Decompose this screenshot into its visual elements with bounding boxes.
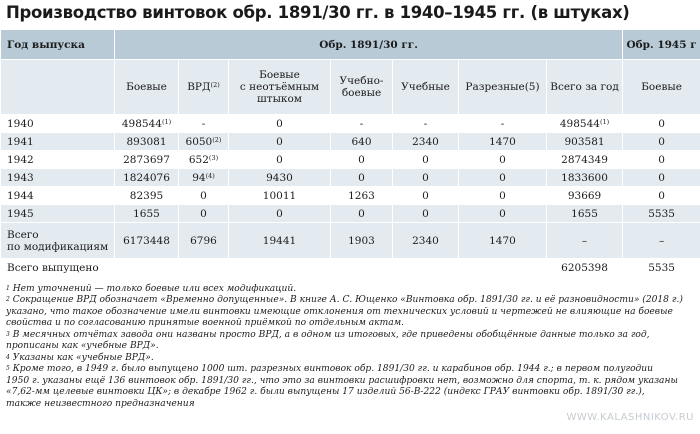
col-total-year: Всего за год	[547, 60, 623, 115]
cell-cutaway: 0	[459, 187, 547, 205]
footnote-line: указано, что такое обозначение имели винтовки имеющие отклонения от технических условий и чертежей не влияющие на боевые	[6, 306, 673, 317]
table-row	[1, 115, 700, 133]
cell-fixed: 19441	[229, 223, 331, 259]
footnotes	[6, 284, 696, 410]
table-row-by-modification	[1, 223, 700, 259]
cell-training-combat: 1263	[331, 187, 393, 205]
cell-fixed: 0	[229, 151, 331, 169]
watermark: WWW.KALASHNIKOV.RU	[566, 412, 694, 423]
col-training-combat: Учебно- боевые	[331, 60, 393, 115]
cell-training-combat: 0	[331, 151, 393, 169]
cell-training-combat: 640	[331, 133, 393, 151]
col-combat: Боевые	[115, 60, 179, 115]
col-training: Учебные	[393, 60, 459, 115]
cell-combat: 1824076	[115, 169, 179, 187]
row-label: Всего выпущено	[1, 259, 547, 277]
cell-combat: 82395	[115, 187, 179, 205]
footnote-line: $^2$ Сокращение ВРД обозначает «Временно допущенные». В книге А. С. Ющенко «Винтовка обр. 1891/30 гг. и её разновидности» (2018 г.)	[6, 295, 683, 306]
cell-fixed: 0	[229, 205, 331, 223]
footnote-line: $^1$ Нет уточнений — только боевые или всех модификаций.	[6, 284, 297, 294]
cell-year: 1940	[1, 115, 115, 133]
cell-training: 0	[393, 205, 459, 223]
cell-cutaway: -	[459, 115, 547, 133]
cell-cutaway: 1470	[459, 133, 547, 151]
table-group-header-row	[1, 30, 700, 60]
cell-combat: 498544$^{(1)}$	[115, 115, 179, 133]
col-combat-1945: Боевые	[623, 60, 700, 115]
cell-training: -	[393, 115, 459, 133]
cell-vrd: 0	[179, 187, 229, 205]
header-empty	[1, 60, 115, 115]
cell-1945: 0	[623, 133, 700, 151]
cell-training-combat: 1903	[331, 223, 393, 259]
footnote-line: прописаны как «учебные ВРД».	[6, 341, 159, 352]
cell-1945: 0	[623, 169, 700, 187]
cell-training-combat: 0	[331, 169, 393, 187]
production-table	[0, 29, 700, 277]
header-mod-1891: Обр. 1891/30 гг.	[115, 30, 623, 60]
table-row	[1, 205, 700, 223]
cell-total: 93669	[547, 187, 623, 205]
cell-year: 1945	[1, 205, 115, 223]
cell-training: 0	[393, 169, 459, 187]
col-cutaway: Разрезные(5)	[459, 60, 547, 115]
cell-1945: –	[623, 223, 700, 259]
page-title: Производство винтовок обр. 1891/30 гг. в 1940–1945 гг. (в штуках)	[6, 3, 630, 22]
cell-year: 1942	[1, 151, 115, 169]
cell-total: 6205398	[547, 259, 623, 277]
cell-cutaway: 0	[459, 151, 547, 169]
cell-vrd: -	[179, 115, 229, 133]
cell-combat: 1655	[115, 205, 179, 223]
cell-combat: 6173448	[115, 223, 179, 259]
cell-year: 1944	[1, 187, 115, 205]
footnote-line: также неизвестного предназначения	[6, 398, 195, 409]
cell-1945: 5535	[623, 259, 700, 277]
cell-1945: 5535	[623, 205, 700, 223]
table-column-header-row	[1, 60, 700, 115]
cell-year: 1943	[1, 169, 115, 187]
footnote-line: свойства и по согласованию принятые военной приёмкой по отдельным актам.	[6, 318, 405, 329]
cell-1945: 0	[623, 115, 700, 133]
cell-year: 1941	[1, 133, 115, 151]
cell-total: 1833600	[547, 169, 623, 187]
cell-fixed: 0	[229, 133, 331, 151]
cell-vrd: 6050$^{(2)}$	[179, 133, 229, 151]
footnote-line: 1950 г. указаны ещё 136 винтовок обр. 1891/30 гг., что это за винтовки расшифровки нет, возможно для спорта, т. к. рядом указаны	[6, 375, 678, 386]
table-row-grand-total	[1, 259, 700, 277]
cell-combat: 2873697	[115, 151, 179, 169]
cell-training: 0	[393, 187, 459, 205]
cell-training-combat: 0	[331, 205, 393, 223]
cell-fixed: 0	[229, 115, 331, 133]
cell-combat: 893081	[115, 133, 179, 151]
table-row	[1, 151, 700, 169]
footnote-line: $^5$ Кроме того, в 1949 г. было выпущено 1000 шт. разрезных винтовок обр. 1891/30 гг. и карабинов обр. 1944 г.; в первом полугодии	[6, 364, 654, 375]
cell-vrd: 0	[179, 205, 229, 223]
cell-total: 2874349	[547, 151, 623, 169]
cell-vrd: 94$^{(4)}$	[179, 169, 229, 187]
cell-training: 0	[393, 151, 459, 169]
col-combat-fixed-bayonet: Боевые с неотъёмным штыком	[229, 60, 331, 115]
cell-training: 2340	[393, 133, 459, 151]
cell-1945: 0	[623, 187, 700, 205]
header-mod-1945: Обр. 1945 г	[623, 30, 700, 60]
cell-total: 498544$^{(1)}$	[547, 115, 623, 133]
col-vrd: ВРД$^{(2)}$	[179, 60, 229, 115]
footnote-line: $^3$ В месячных отчётах завода они названы просто ВРД, а в одном из итоговых, где приведены обобщённые данные только за год,	[6, 329, 650, 340]
cell-total: –	[547, 223, 623, 259]
footnote-line: $^4$ Указаны как «учебные ВРД».	[6, 352, 154, 363]
table-row	[1, 169, 700, 187]
cell-cutaway: 0	[459, 169, 547, 187]
cell-cutaway: 0	[459, 205, 547, 223]
cell-training: 2340	[393, 223, 459, 259]
cell-vrd: 6796	[179, 223, 229, 259]
cell-cutaway: 1470	[459, 223, 547, 259]
table-row	[1, 133, 700, 151]
cell-fixed: 10011	[229, 187, 331, 205]
row-label: Всего по модификациям	[1, 223, 115, 259]
footnote-line: «7,62-мм целевые винтовки ЦК»; в декабре 1962 г. были выпущены 17 изделий 56-В-222 (индекс ГРАУ винтовки обр. 1891/30 гг.),	[6, 387, 645, 398]
cell-total: 1655	[547, 205, 623, 223]
cell-total: 903581	[547, 133, 623, 151]
cell-fixed: 9430	[229, 169, 331, 187]
cell-training-combat: -	[331, 115, 393, 133]
table-row	[1, 187, 700, 205]
header-year: Год выпуска	[1, 30, 115, 60]
cell-vrd: 652$^{(3)}$	[179, 151, 229, 169]
cell-1945: 0	[623, 151, 700, 169]
